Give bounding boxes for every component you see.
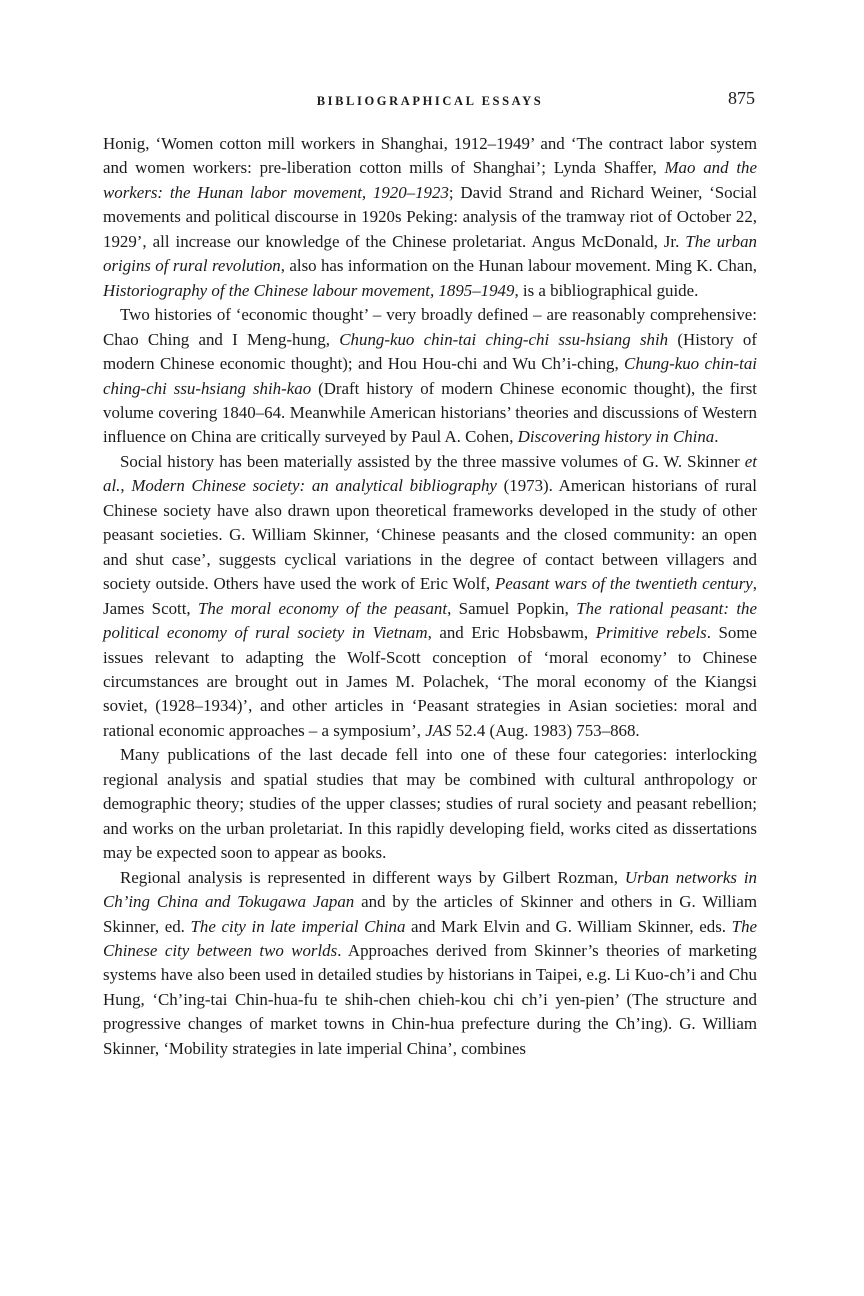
- italic-title: The Chinese city between two worlds: [103, 916, 758, 960]
- italic-title: Historiography of the Chinese labour movement, 1895–1949: [103, 280, 515, 300]
- paragraph: [103, 866, 757, 1062]
- text-run: , James Scott,: [103, 574, 757, 618]
- text-run: Regional analysis is represented in different ways by Gilbert Rozman,: [120, 867, 625, 887]
- italic-title: JAS: [425, 720, 452, 740]
- text-run: and by the articles of Skinner and others in G. William Skinner, ed.: [103, 892, 757, 936]
- italic-title: Urban networks in Ch’ing China and Tokugawa Japan: [103, 867, 757, 912]
- paragraph: [103, 132, 757, 303]
- italic-title: Chung-kuo chin-tai ching-chi ssu-hsiang shih: [339, 329, 669, 349]
- italic-title: Mao and the workers: the Hunan labor movement, 1920–1923: [103, 158, 757, 202]
- italic-title: Modern Chinese society: an analytical bibliography: [131, 476, 497, 496]
- text-run: , and Eric Hobsbawm,: [427, 623, 596, 643]
- italic-title: Peasant wars of the twentieth century: [494, 574, 753, 594]
- italic-title: et al.: [103, 451, 757, 496]
- text-run: . Some issues relevant to adapting the Wolf-Scott conception of ‘moral economy’ to Chinese circumstances are brought out in James M. Polachek, ‘The moral economy of the Kiangsi soviet, (1928–1934)’, and other articles in ‘Peasant strategies in Asian societies: moral and rational economic approaches – a symposium’,: [103, 623, 758, 740]
- italic-title: The urban origins of rural revolution: [103, 231, 757, 276]
- text-run: Social history has been materially assisted by the three massive volumes of G. W. Skinner: [120, 451, 745, 471]
- italic-title: The city in late imperial China: [190, 916, 406, 936]
- text-run: (History of modern Chinese economic thought); and Hou Hou-chi and Wu Ch’i-ching,: [103, 329, 757, 374]
- text-run: ; David Strand and Richard Weiner, ‘Social movements and political discourse in 1920s Peking: analysis of the tramway riot of October 22, 1929’, all increase our knowledge of the Chinese proletariat. Angus McDonald, Jr.: [103, 182, 757, 251]
- italic-title: Discovering history in China: [517, 427, 715, 447]
- text-run: Many publications of the last decade fell into one of these four categories: interlocking regional analysis and spatial studies that may be combined with cultural anthropology or demographic theory; studies of the upper classes; studies of rural society and peasant rebellion; and works on the urban proletariat. In this rapidly developing field, works cited as dissertations may be expected soon to appear as books.: [103, 745, 757, 863]
- italic-title: Primitive rebels: [595, 623, 707, 643]
- text-run: (Draft history of modern Chinese economic thought), the first volume covering 1840–64. Meanwhile American historians’ theories and discussions of Western influence on China are critically surveyed by Paul A. Cohen,: [103, 378, 757, 447]
- book-page: [103, 88, 757, 1061]
- page-number: 875: [728, 88, 755, 108]
- text-run: , Samuel Popkin,: [447, 598, 577, 618]
- running-title: BIBLIOGRAPHICAL ESSAYS: [316, 94, 544, 108]
- text-run: .: [714, 427, 719, 447]
- text-run: Honig, ‘Women cotton mill workers in Shanghai, 1912–1949’ and ‘The contract labor system and women workers: pre-liberation cotton mills of Shanghai’; Lynda Shaffer,: [103, 134, 757, 178]
- body-text: [103, 132, 757, 1061]
- paragraph: [103, 743, 757, 865]
- running-head: [103, 88, 757, 116]
- paragraph: [103, 450, 757, 743]
- text-run: , also has information on the Hunan labour movement. Ming K. Chan,: [280, 256, 758, 276]
- text-run: (1973). American historians of rural Chinese society have also drawn upon theoretical frameworks developed in the study of other peasant societies. G. William Skinner, ‘Chinese peasants and the closed community: an open and shut case’, suggests cyclical variations in the degree of contact between villagers and society outside. Others have used the work of Eric Wolf,: [103, 476, 757, 594]
- text-run: , is a bibliographical guide.: [514, 280, 699, 300]
- text-run: Two histories of ‘economic thought’ – very broadly defined – are reasonably comprehensive: Chao Ching and I Meng-hung,: [103, 305, 757, 349]
- italic-title: The rational peasant: the political economy of rural society in Vietnam: [103, 598, 757, 643]
- text-run: 52.4 (Aug. 1983) 753–868.: [451, 720, 640, 740]
- paragraph: [103, 303, 757, 450]
- text-run: ,: [120, 476, 132, 496]
- italic-title: The moral economy of the peasant: [198, 598, 448, 618]
- text-run: . Approaches derived from Skinner’s theories of marketing systems have also been used in detailed studies by historians in Taipei, e.g. Li Kuo-ch’i and Chu Hung, ‘Ch’ing-tai Chin-hua-fu te shih-chen chieh-kou chi ch’i yen-pien’ (The structure and progressive changes of market towns in Chin-hua prefecture during the Ch’ing). G. William Skinner, ‘Mobility strategies in late imperial China’, combines: [103, 940, 757, 1058]
- italic-title: Chung-kuo chin-tai ching-chi ssu-hsiang shih-kao: [103, 354, 757, 398]
- text-run: and Mark Elvin and G. William Skinner, eds.: [405, 916, 732, 936]
